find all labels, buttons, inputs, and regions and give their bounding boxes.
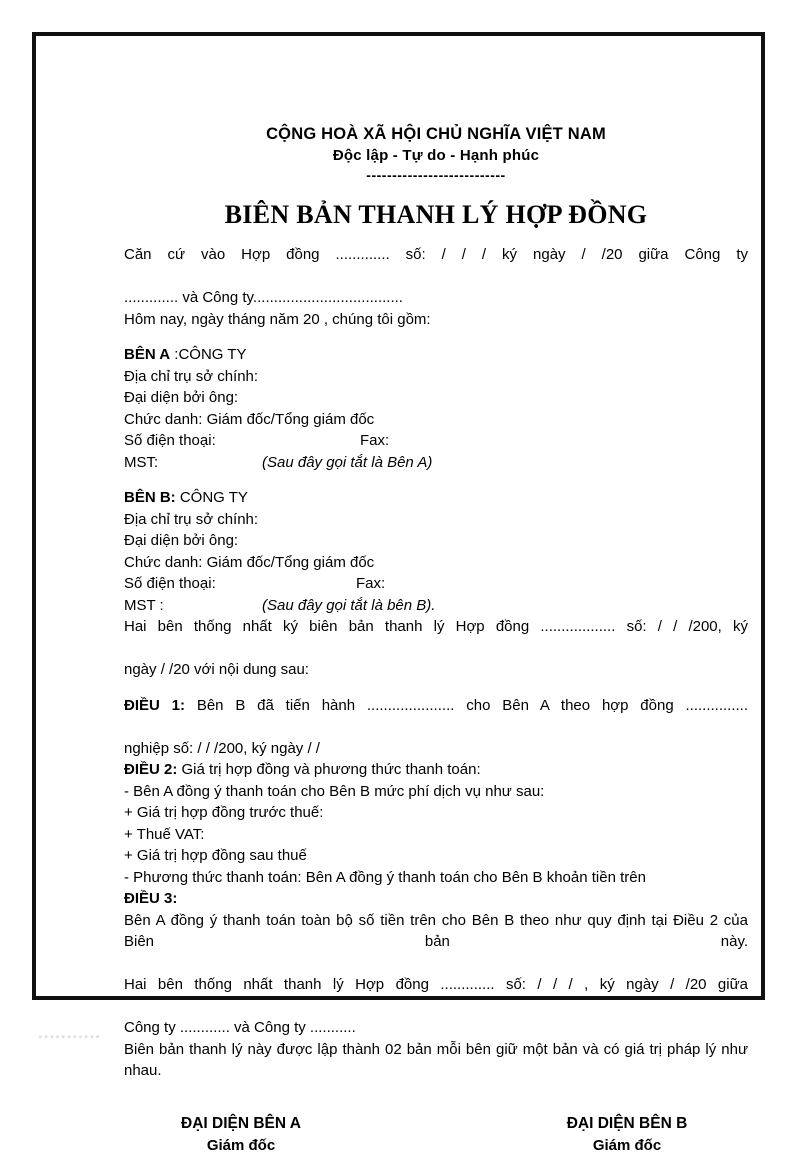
national-motto-line: Độc lập - Tự do - Hạnh phúc	[332, 147, 540, 164]
party-b-title: Chức danh: Giám đốc/Tổng giám đốc	[124, 553, 375, 571]
signature-block	[124, 1113, 748, 1157]
party-a-label: BÊN A	[124, 346, 171, 363]
party-b-alias-note: (Sau đây gọi tắt là bên B).	[262, 596, 436, 614]
article-3-paragraph-1: Bên A đồng ý thanh toán toàn bộ số tiền trên cho Bên B theo như quy định tại Điều 2 của Biên bản này.	[124, 911, 748, 950]
article-2-item: - Phương thức thanh toán: Bên A đồng ý thanh toán cho Bên B khoản tiền trên	[124, 868, 646, 886]
article-1-label: ĐIỀU 1:	[124, 696, 185, 714]
article-1-line-2: nghiệp số: / / /200, ký ngày / /	[124, 739, 320, 757]
party-b-block	[124, 487, 748, 681]
document-page-border	[32, 32, 765, 1154]
article-3-paragraph-3: Biên bản thanh lý này được lập thành 02 bản mỗi bên giữ một bản và có giá trị pháp lý như nhau.	[124, 1040, 748, 1079]
signature-party-a-title: ĐẠI DIỆN BÊN A	[181, 1115, 301, 1132]
party-a-address: Địa chỉ trụ sở chính:	[124, 367, 259, 385]
party-a-phone-fax-row	[124, 430, 748, 452]
article-2-text: Giá trị hợp đồng và phương thức thanh toán:	[177, 761, 481, 778]
party-b-fax: Fax:	[356, 575, 386, 592]
document-title: BIÊN BẢN THANH LÝ HỢP ĐỒNG	[224, 200, 648, 229]
party-b-company: CÔNG TY	[175, 489, 248, 506]
article-2-item: + Thuế VAT:	[124, 825, 205, 843]
signature-party-b-title: ĐẠI DIỆN BÊN B	[566, 1115, 688, 1132]
article-2-heading	[124, 759, 748, 781]
party-a-block	[124, 344, 748, 473]
article-2-block	[124, 759, 748, 888]
party-b-address: Địa chỉ trụ sở chính:	[124, 510, 259, 528]
intro-line-1: Căn cứ vào Hợp đồng ............. số: / / / ký ngày / /20 giữa Công ty	[124, 246, 748, 263]
party-b-phone: Số điện thoại:	[124, 575, 216, 592]
article-1-block	[124, 695, 748, 760]
signature-party-a	[124, 1113, 436, 1157]
mutual-agreement-line-1: Hai bên thống nhất ký biên bản thanh lý Hợp đồng .................. số: / / /200, ký	[124, 618, 748, 635]
party-a-company: :CÔNG TY	[170, 346, 247, 363]
country-name-line: CỘNG HOÀ XÃ HỘI CHỦ NGHĨA VIỆT NAM	[266, 125, 606, 143]
mutual-agreement-line-2: ngày / /20 với nội dung sau:	[124, 661, 309, 678]
party-a-heading	[124, 344, 748, 366]
party-a-tax-row	[124, 452, 748, 474]
article-1-line-1	[124, 695, 748, 738]
article-3-label: ĐIỀU 3:	[124, 890, 178, 907]
party-b-representative: Đại diện bởi ông:	[124, 532, 239, 549]
signature-party-b-role: Giám đốc	[592, 1137, 662, 1154]
intro-paragraph	[124, 244, 748, 330]
party-a-representative: Đại diện bởi ông:	[124, 389, 239, 406]
party-a-fax: Fax:	[360, 432, 390, 449]
intro-line-2: ............. và Công ty....................................	[124, 289, 403, 306]
article-2-label: ĐIỀU 2:	[124, 761, 178, 778]
article-3-paragraph-2-line-1: Hai bên thống nhất thanh lý Hợp đồng ............. số: / / / , ký ngày / /20 giữa	[124, 976, 748, 993]
national-heading	[124, 124, 748, 184]
party-a-tax-code: MST:	[124, 453, 159, 471]
dashed-separator: ---------------------------	[366, 167, 506, 183]
article-2-item: + Giá trị hợp đồng sau thuế	[124, 847, 307, 864]
spacer	[124, 681, 748, 695]
article-3-paragraph-2-line-2: Công ty ............ và Công ty ...........	[124, 1019, 356, 1036]
party-b-phone-fax-row	[124, 573, 748, 595]
article-2-item: + Giá trị hợp đồng trước thuế:	[124, 804, 324, 821]
spacer	[124, 330, 748, 344]
intro-line-3: Hôm nay, ngày tháng năm 20 , chúng tôi gồm:	[124, 310, 431, 328]
signature-party-b	[436, 1113, 748, 1157]
page-watermark: ...........	[38, 1023, 101, 1042]
article-2-item: - Bên A đồng ý thanh toán cho Bên B mức phí dịch vụ như sau:	[124, 782, 545, 800]
spacer	[124, 473, 748, 487]
article-3-block	[124, 888, 748, 1103]
document-content	[124, 124, 748, 1157]
party-a-title: Chức danh: Giám đốc/Tổng giám đốc	[124, 410, 375, 428]
article-1-text: Bên B đã tiến hành ..................... cho Bên A theo hợp đồng ...............	[185, 696, 748, 714]
party-b-tax-row	[124, 595, 748, 617]
party-a-alias-note: (Sau đây gọi tắt là Bên A)	[262, 453, 433, 471]
party-a-phone: Số điện thoại:	[124, 432, 216, 449]
signature-party-a-role: Giám đốc	[206, 1137, 276, 1154]
party-b-tax-code: MST :	[124, 596, 164, 614]
party-b-heading	[124, 487, 748, 509]
party-b-label: BÊN B:	[124, 489, 176, 506]
